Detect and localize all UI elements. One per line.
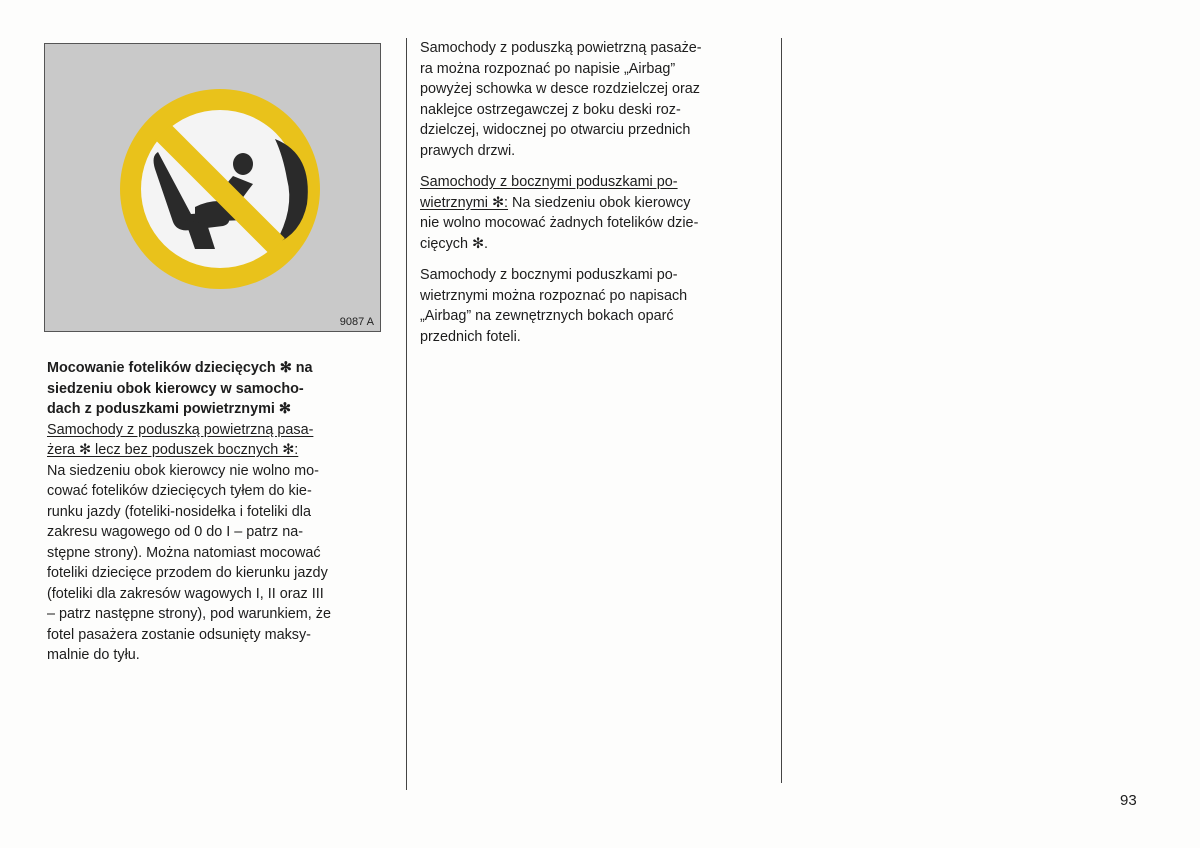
body-text-fragment: Na siedzeniu obok kierowcy	[508, 194, 691, 211]
side-airbags-subheading: Samochody z bocznymi poduszkami po-	[420, 174, 678, 190]
left-column	[47, 358, 387, 666]
body-text-line: malnie do tyłu.	[47, 647, 140, 663]
body-text-line: zakresu wagowego od 0 do I – patrz na-	[47, 524, 303, 540]
body-text-line: runku jazdy (foteliki-nosidełka i foteliki dla	[47, 503, 311, 520]
figure-code: 9087 A	[339, 316, 374, 328]
body-text-line: fotel pasażera zostanie odsunięty maksy-	[47, 626, 311, 643]
body-text-line: Samochody z poduszką powietrzną pasaże-	[420, 40, 702, 56]
paragraph-airbag-recognition	[420, 38, 765, 161]
section-heading-line: Mocowanie fotelików dziecięcych ✻ na	[47, 360, 313, 376]
body-text-line: (foteliki dla zakresów wagowych I, II oraz III	[47, 585, 324, 602]
body-text-line: Samochody z bocznymi poduszkami po-	[420, 267, 678, 283]
paragraph-side-airbags-recognition	[420, 265, 765, 347]
body-text-line: cować fotelików dziecięcych tyłem do kie-	[47, 483, 312, 499]
right-column	[420, 38, 765, 358]
column-divider-left	[406, 38, 407, 790]
body-text-line: stępne strony). Można natomiast mocować	[47, 544, 321, 561]
body-text-line	[420, 193, 765, 214]
body-text-line: – patrz następne strony), pod warunkiem, że	[47, 606, 331, 622]
body-text-line: foteliki dziecięce przodem do kierunku jazdy	[47, 565, 328, 581]
column-divider-right	[781, 38, 782, 783]
side-airbags-subheading: wietrznymi ✻:	[420, 194, 509, 211]
body-text-line: nie wolno mocować żadnych fotelików dzie-	[420, 215, 699, 231]
body-text-line: prawych drzwi.	[420, 142, 516, 159]
section-subheading-line: żera ✻ lecz bez poduszek bocznych ✻:	[47, 442, 299, 458]
body-text-line: wietrznymi można rozpoznać po napisach	[420, 287, 688, 304]
no-child-seat-sign-icon	[45, 44, 382, 333]
warning-figure	[44, 43, 381, 332]
body-text-line: Na siedzeniu obok kierowcy nie wolno mo-	[47, 462, 319, 479]
section-heading-line: siedzeniu obok kierowcy w samocho-	[47, 380, 304, 397]
body-text-line: naklejce ostrzegawczej z boku deski roz-	[420, 101, 681, 118]
page-number: 93	[1120, 792, 1137, 809]
body-text-line: przednich foteli.	[420, 328, 521, 345]
paragraph-side-airbags-warning	[420, 172, 765, 254]
body-text-line: dzielczej, widocznej po otwarciu przednich	[420, 122, 691, 138]
body-text-line: powyżej schowka w desce rozdzielczej oraz	[420, 81, 700, 97]
body-text-line: „Airbag” na zewnętrznych bokach oparć	[420, 308, 674, 324]
body-text-line: ra można rozpoznać po napisie „Airbag”	[420, 60, 676, 77]
section-subheading-line: Samochody z poduszką powietrzną pasa-	[47, 421, 314, 438]
body-text-line: cięcych ✻.	[420, 235, 489, 252]
section-heading-line: dach z poduszkami powietrznymi ✻	[47, 401, 291, 417]
